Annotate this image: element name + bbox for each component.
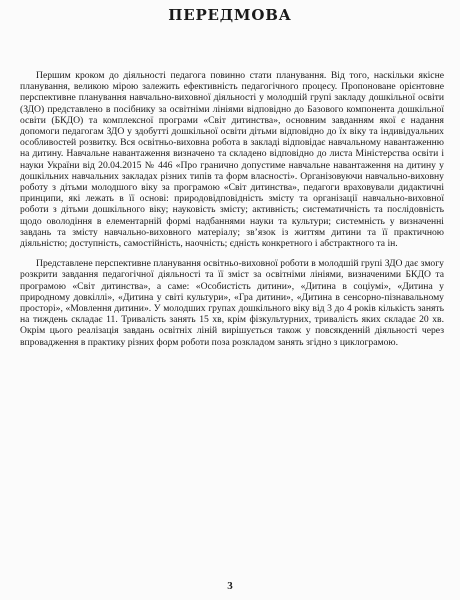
page-number: 3 <box>227 580 233 592</box>
paragraph-educational-lines: Представлене перспективне планування освітньо-виховної роботи в молодшій групі ЗДО дає змогу розкрити завдання педагогічної діяльності та її зміст за освітніми лініями, визначеними БКДО та програмою «Світ дитинства», а саме: «Особистість дитини», «Дитина в соціумі», «Дитина у природному довкіллі», «Дитина у світі культури», «Гра дитини», «Дитина в сенсорно-пізнавальному просторі», «Мовлення дитини». У молодших групах дошкільного віку від 3 до 4 років кількість занять на тиждень складає 11. Тривалість занять 15 хв, крім фізкультурних, тривалість яких складає 20 хв. Окрім цього реалізація завдань освітніх ліній вирішується також у повсякденній діяльності через впровадження в практику різних форм роботи поза розкладом занять згідно з циклограмою. <box>20 258 444 348</box>
paragraph-planning-intro: Першим кроком до діяльності педагога повинно стати планування. Від того, наскільки якісне планування, великою мірою залежить ефективність педагогічного процесу. Пропоноване орієнтовне перспективне планування навчально-виховної діяльності у молодшій групі закладу дошкільної освіти (ЗДО) представлено в посібнику за освітніми лініями відповідно до Базового компонента дошкільної освіти (БКДО) та комплексної програми «Світ дитинства», основним завданням якої є надання допомоги педагогам ЗДО у здобутті дошкільної освіти дітьми відповідно до їх віку та індивідуальних особливостей розвитку. Вся освітньо-виховна робота в закладі відповідає навчальному навантаженню на дитину. Навчальне навантаження визначено та складено відповідно до листа Міністерства освіти і науки України від 20.04.2015 № 446 «Про гранично допустиме навчальне навантаження на дитину у дошкільних навчальних закладах різних типів та форм власності». Організовуючи навчально-виховну роботу з дітьми молодшого віку за програмою «Світ дитинства», педагоги враховували дидактичні принципи, які лежать в її основі: природовідповідність змісту та організації навчально-виховної роботи з дітьми дошкільного віку; науковість змісту; активність; систематичність та послідовність щодо оволодіння в елементарній формі надбаннями науки та культури; системність у визначенні завдань та змісту навчально-виховного матеріалу; зв’язок із життям дитини та її практичною діяльністю; доступність, самостійність, наочність; єдність конкретного і абстрактного та ін. <box>20 70 444 250</box>
body-text <box>20 70 444 357</box>
page-title: ПЕРЕДМОВА <box>168 6 292 24</box>
